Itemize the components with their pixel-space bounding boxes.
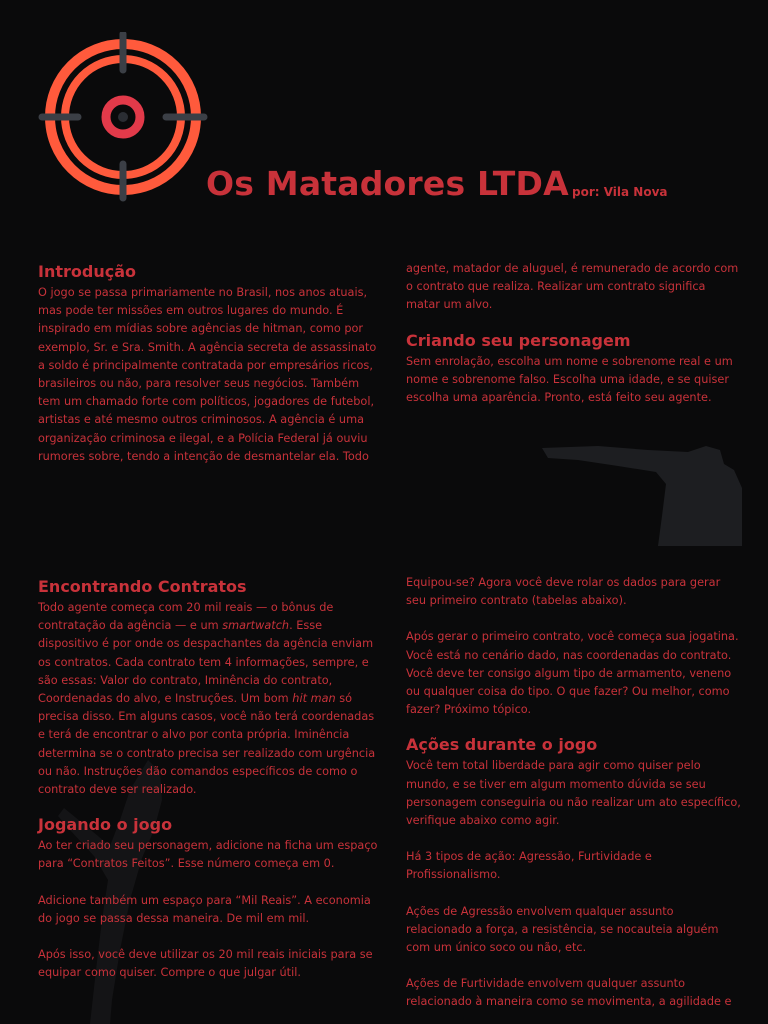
- contracts-text-b: . Esse dispositivo é por onde os despachantes da agência enviam os contratos. Cada contrato tem 4 informações, sempre, e são essas: Valor do contrato, Iminência do contrato, Coordenadas do alvo, e Instruções. Um bom: [38, 619, 374, 706]
- equip-text: Equipou-se? Agora você deve rolar os dados para gerar seu primeiro contrato (tabelas abaixo).: [406, 576, 721, 608]
- gunman-silhouette: [538, 440, 744, 546]
- contracts-heading: Encontrando Contratos: [38, 577, 247, 596]
- actions-text-1: Você tem total liberdade para agir como quiser pelo mundo, e se tiver em algum momento dúvida se seu personagem conseguiria ou não realizar um ato específico, verifique abaixo como agir.: [406, 759, 741, 828]
- page-title: Os Matadores LTDA: [206, 164, 569, 203]
- intro-continued-column: [406, 260, 742, 407]
- smartwatch-term: smartwatch: [222, 619, 290, 633]
- character-text: Sem enrolação, escolha um nome e sobrenome real e um nome e sobrenome falso. Escolha uma idade, e se quiser escolha uma aparência. Pronto, está feito seu agente.: [406, 354, 733, 405]
- first-contract-text: Após gerar o primeiro contrato, você começa sua jogatina. Você está no cenário dado, nas coordenadas do contrato. Você deve ter consigo algum tipo de armamento, veneno ou qualquer coisa do tipo. O que fazer? Ou melhor, como fazer? Próximo tópico.: [406, 630, 739, 717]
- contracts-text-c: só precisa disso. Em alguns casos, você não terá coordenadas e terá de encontrar o alvo por conta própria. Iminência determina se o contrato precisa ser realizado com urgência ou não. Instruções dão comandos específicos de como o contrato deve ser realizado.: [38, 692, 376, 797]
- playing-text-1: Ao ter criado seu personagem, adicione na ficha um espaço para “Contratos Feitos”. Esse número começa em 0.: [38, 839, 378, 871]
- playing-text-2: Adicione também um espaço para “Mil Reais”. A economia do jogo se passa dessa maneira. De mil em mil.: [38, 893, 371, 925]
- playing-heading: Jogando o jogo: [38, 815, 173, 835]
- intro-text: O jogo se passa primariamente no Brasil, nos anos atuais, mas pode ter missões em outros lugares do mundo. É inspirado em mídias sobre agências de hitman, como por exemplo, Sr. e Sra. Smith. A agência secreta de assassinato a soldo é principalmente contratada por empresários ricos, brasileiros ou não, para resolver seus negócios. Também tem um chamado forte com políticos, jogadores de futebol, artistas e até mesmo outros criminosos. A agência é uma organização criminosa e ilegal, e a Polícia Federal já ouviu rumores sobre, tendo a intenção de desmantelar ela. Todo: [38, 286, 377, 463]
- actions-column: [406, 574, 742, 1012]
- actions-text-4: Ações de Furtividade envolvem qualquer assunto relacionado à maneira como se movimenta, a agilidade e: [406, 977, 732, 1009]
- intro-column: [38, 262, 378, 466]
- byline: por: Vila Nova: [572, 185, 668, 199]
- actions-text-3: Ações de Agressão envolvem qualquer assunto relacionado a força, a resistência, se nocauteia alguém com um único soco ou não, etc.: [406, 904, 719, 955]
- intro-continued-text: agente, matador de aluguel, é remunerado de acordo com o contrato que realiza. Realizar um contrato significa matar um alvo.: [406, 262, 739, 312]
- contracts-text-a: Todo agente começa com 20 mil reais — o bônus de contratação da agência — e um: [38, 601, 334, 633]
- actions-text-2: Há 3 tipos de ação: Agressão, Furtividade e Profissionalismo.: [406, 850, 652, 882]
- intro-heading: Introdução: [38, 262, 136, 281]
- contracts-text: [38, 599, 378, 799]
- character-heading: Criando seu personagem: [406, 330, 631, 350]
- contracts-column: [38, 577, 378, 982]
- playing-text-3: Após isso, você deve utilizar os 20 mil reais iniciais para se equipar como quiser. Compre o que julgar útil.: [38, 948, 373, 980]
- actions-heading: Ações durante o jogo: [406, 735, 598, 755]
- crosshair-target-icon: [38, 32, 208, 202]
- hitman-term: hit man: [292, 692, 336, 706]
